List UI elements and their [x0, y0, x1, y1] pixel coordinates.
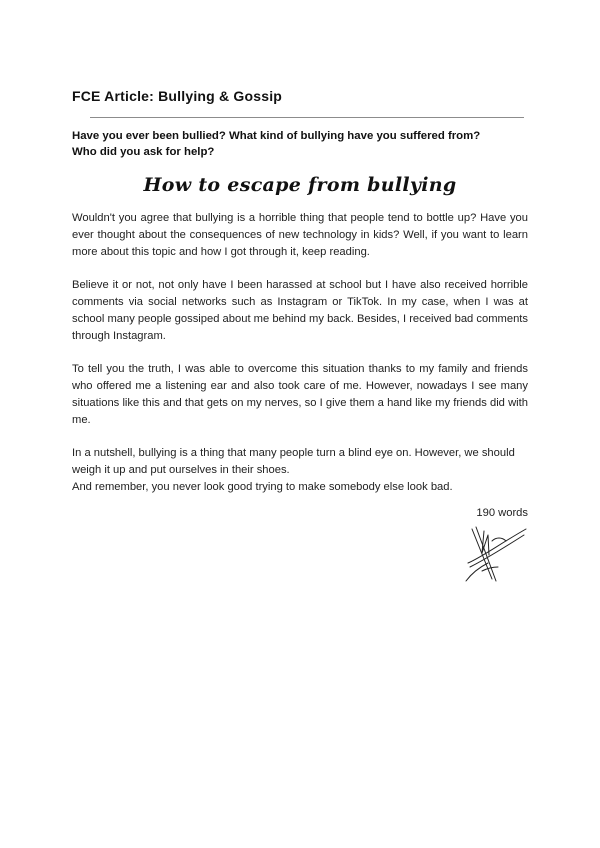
closing-line: And remember, you never look good trying to make somebody else look bad.: [72, 481, 453, 493]
article-title: How to escape from bullying: [143, 174, 457, 196]
article-paragraph: Wouldn't you agree that bullying is a horrible thing that people tend to bottle up? Have you ever thought about the consequences of new technology in kids? Well, if you want to learn more about this topic and how I got through it, keep reading.: [72, 212, 528, 258]
question-line: Who did you ask for help?: [72, 146, 215, 158]
question-line: Have you ever been bullied? What kind of bullying have you suffered from?: [72, 130, 481, 142]
signature-icon: [462, 523, 530, 585]
conclusion-text: In a nutshell, bullying is a thing that many people turn a blind eye on. However, we should weigh it up and put ourselves in their shoes.: [72, 447, 515, 476]
article-paragraph: Believe it or not, not only have I been harassed at school but I have also received horrible comments via social networks such as Instagram or TikTok. In my case, when I was at school many people gossiped about me behind my back. Besides, I received bad comments through Instagram.: [72, 279, 528, 342]
word-count: 190 words: [476, 507, 528, 519]
article-body: [72, 210, 528, 496]
document-header-title: FCE Article: Bullying & Gossip: [72, 88, 283, 104]
article-paragraph: [72, 445, 528, 496]
header-divider: [90, 117, 524, 118]
article-paragraph: To tell you the truth, I was able to overcome this situation thanks to my family and friends who offered me a listening ear and also took care of me. However, nowadays I see many situations like this and that gets on my nerves, so I give them a hand like my friends did with me.: [72, 363, 528, 426]
exam-question: [72, 128, 532, 160]
